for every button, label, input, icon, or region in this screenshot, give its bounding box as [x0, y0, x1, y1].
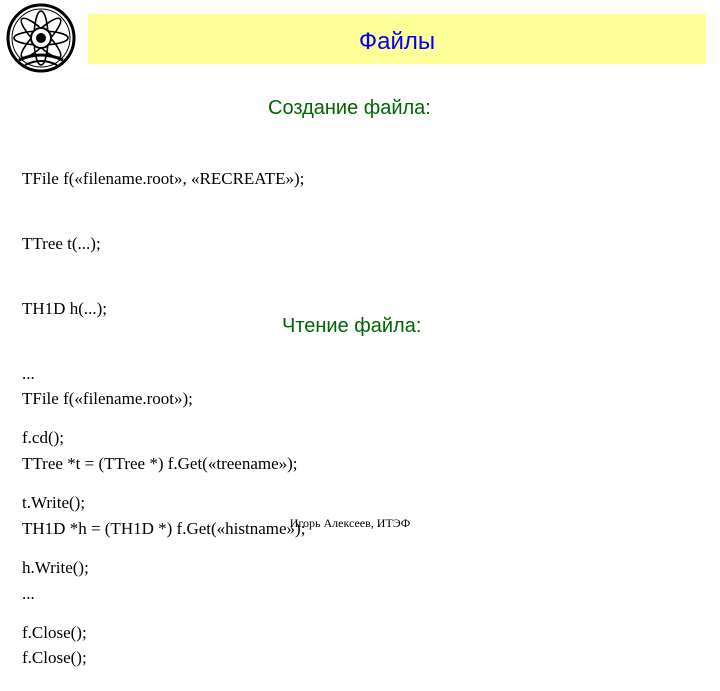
code-line: ... — [22, 363, 35, 383]
logo-emblem-icon — [5, 2, 77, 74]
code-line: f.Close(); — [22, 622, 87, 642]
section-heading-create: Создание файла: — [268, 97, 431, 119]
code-line: h.Write(); — [22, 557, 89, 577]
code-line: f.cd(); — [22, 428, 65, 448]
code-line: f.Close(); — [22, 648, 87, 668]
code-line: TFile f(«filename.root»); — [22, 389, 193, 409]
code-line: ... — [22, 583, 35, 603]
code-line: TH1D h(...); — [22, 298, 107, 318]
code-line: TFile f(«filename.root», «RECREATE»); — [22, 169, 305, 189]
slide-title: Файлы — [358, 28, 436, 55]
footer-author: Игорь Алексеев, ИТЭФ — [289, 516, 411, 530]
code-line: t.Write(); — [22, 493, 86, 513]
code-line: TH1D *h = (TH1D *) f.Get(«histname»); — [22, 518, 306, 538]
code-line: TTree t(...); — [22, 233, 101, 253]
section-heading-read: Чтение файла: — [282, 315, 422, 337]
title-bar — [88, 14, 706, 64]
code-line: TTree *t = (TTree *) f.Get(«treename»); — [22, 453, 298, 473]
footer — [0, 516, 720, 531]
